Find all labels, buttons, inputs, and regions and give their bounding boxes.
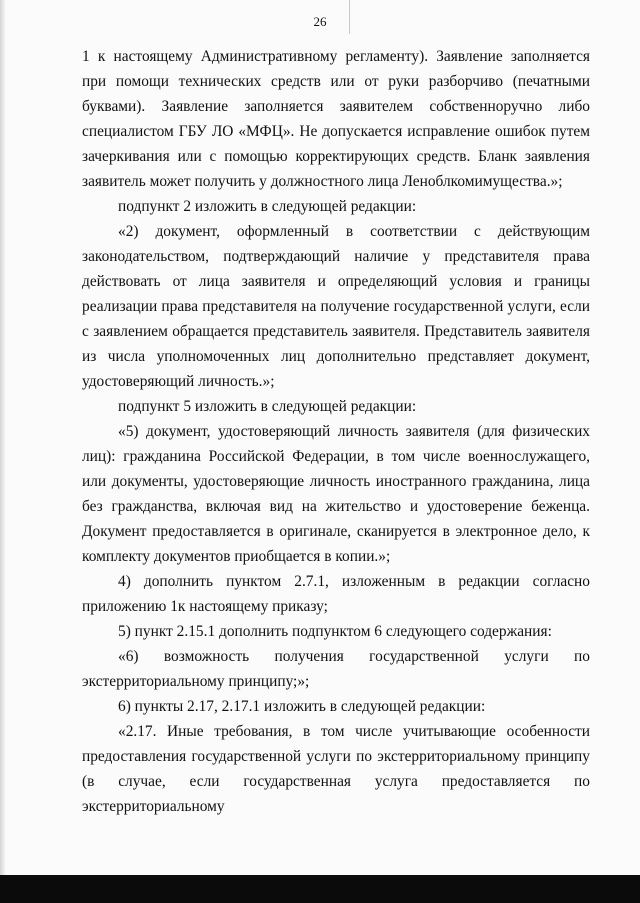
paragraph-6: 4) дополнить пунктом 2.7.1, изложенным в редакции согласно приложению 1к настоящему приказу;	[82, 573, 590, 615]
document-body	[82, 44, 590, 819]
scan-bottom-band	[0, 875, 640, 903]
paragraph-4: подпункт 5 изложить в следующей редакции:	[118, 398, 417, 415]
paragraph-1: 1 к настоящему Административному регламенту). Заявление заполняется при помощи технических средств или от руки разборчиво (печатными буквами). Заявление заполняется заявителем собственноручно либо специалистом ГБУ ЛО «МФЦ». Не допускается исправление ошибок путем зачеркивания или с помощью корректирующих средств. Бланк заявления заявитель может получить у должностного лица Леноблкомимущества.»;	[82, 48, 590, 190]
paragraph-9: 6) пункты 2.17, 2.17.1 изложить в следующей редакции:	[118, 698, 486, 715]
paragraph-3: «2) документ, оформленный в соответствии с действующим законодательством, подтверждающий наличие у представителя права действовать от лица заявителя и определяющий условия и границы реализации права представителя на получение государственной услуги, если с заявлением обращается представитель заявителя. Представитель заявителя из числа уполномоченных лиц дополнительно представляет документ, удостоверяющий личность.»;	[82, 223, 590, 390]
paragraph-5: «5) документ, удостоверяющий личность заявителя (для физических лиц): гражданина Российской Федерации, в том числе военнослужащего, или документы, удостоверяющие личность иностранного гражданина, лица без гражданства, включая вид на жительство и удостоверение беженца. Документ предоставляется в оригинале, сканируется в электронное дело, к комплекту документов приобщается в копии.»;	[82, 423, 590, 565]
page-number: 26	[313, 14, 327, 29]
scan-edge-shadow	[0, 0, 6, 875]
paragraph-8: «6) возможность получения государственной услуги по экстерриториальному принципу;»;	[82, 648, 590, 690]
paragraph-7: 5) пункт 2.15.1 дополнить подпунктом 6 следующего содержания:	[118, 623, 552, 640]
paragraph-10: «2.17. Иные требования, в том числе учитывающие особенности предоставления государственной услуги по экстерриториальному принципу (в случае, если государственная услуга предоставляется по экстерриториальному	[82, 723, 590, 815]
paragraph-2: подпункт 2 изложить в следующей редакции:	[118, 198, 417, 215]
